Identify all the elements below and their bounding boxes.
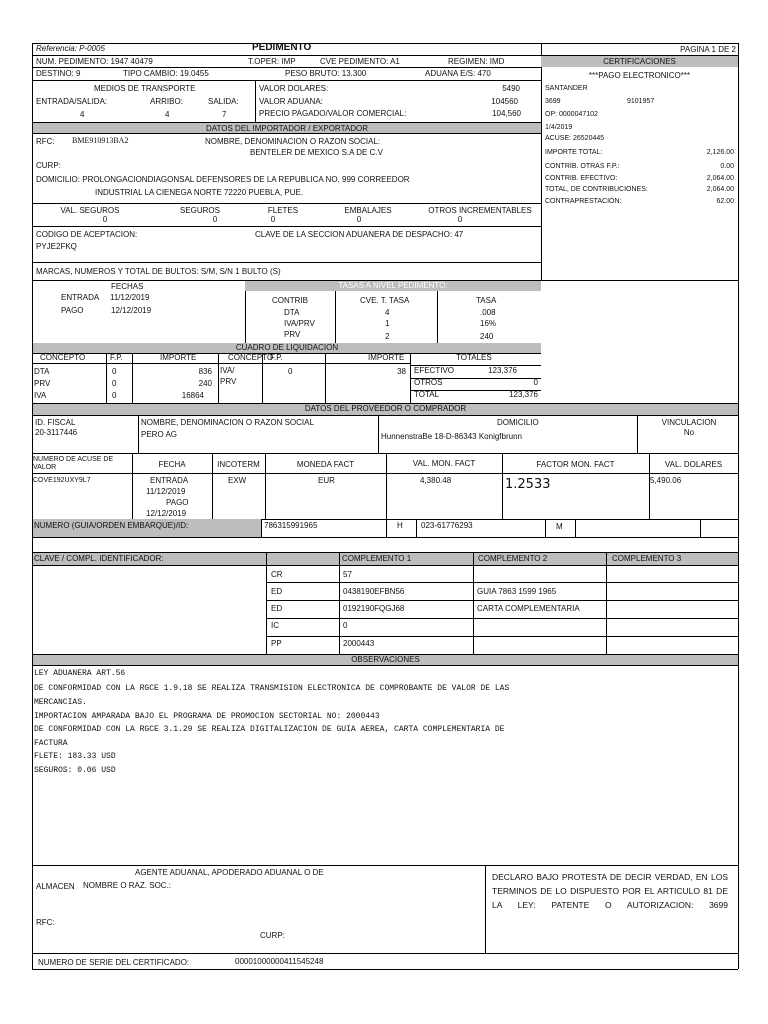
tasa-valor: .008 — [480, 308, 496, 317]
tasa-cve: 4 — [385, 308, 390, 317]
domicilio-proveedor-label: DOMICILIO — [497, 418, 539, 427]
entrada-salida-value: 4 — [80, 110, 85, 119]
incoterm: EXW — [228, 476, 247, 485]
guia-m: M — [556, 522, 563, 531]
valor-aduana: 104560 — [491, 97, 518, 106]
curp-agente-label: CURP: — [260, 931, 285, 940]
salida-label: SALIDA: — [208, 97, 239, 106]
cert-row-value: 2,126.00 — [706, 149, 734, 156]
observacion-line: FLETE: 183.33 USD — [34, 752, 116, 761]
nombre-proveedor-label: NOMBRE, DENOMINACION O RAZON SOCIAL — [141, 418, 314, 427]
liq-concepto: DTA — [34, 367, 50, 376]
moneda-factura: EUR — [318, 476, 335, 485]
observacion-line: SEGUROS: 0.06 USD — [34, 766, 116, 775]
liq-importe: 240 — [198, 379, 212, 388]
page-title: PEDIMENTO — [252, 42, 312, 53]
identificador-c2: GUIA 7863 1599 1965 — [477, 587, 557, 596]
cert-fecha: 1/4/2019 — [545, 124, 573, 131]
almacen-label: ALMACEN — [36, 882, 75, 891]
total-value: 123,376 — [488, 366, 517, 375]
destino: DESTINO: 9 — [36, 69, 81, 78]
cert-row-value: 62.00 — [716, 198, 734, 205]
liq-concepto: IVA/ — [220, 366, 235, 375]
identificador-clave: CR — [271, 570, 283, 579]
observacion-line: LEY ADUANERA ART.56 — [34, 669, 126, 678]
total-label: TOTAL — [414, 390, 440, 399]
cove: COVE192UXY9L7 — [33, 477, 91, 484]
rfc-label: RFC: — [36, 137, 55, 146]
liq-header-concepto: CONCEPTO — [228, 353, 274, 362]
cert-row-value: 2,064.00 — [706, 186, 734, 193]
fecha-header: FECHA — [158, 460, 186, 469]
tasas-header-cve: CVE. T. TASA — [360, 296, 410, 305]
codigo-aceptacion: PYJE2FKQ — [36, 242, 77, 251]
codigo-aceptacion-label: CODIGO DE ACEPTACION: — [36, 230, 138, 239]
transporte-title: MEDIOS DE TRANSPORTE — [94, 84, 196, 93]
tasa-contrib: IVA/PRV — [284, 319, 315, 328]
liq-header-fp: F.P. — [270, 353, 283, 362]
liq-header-concepto: CONCEPTO — [40, 353, 86, 362]
nombre-importador: BENTELER DE MEXICO S.A DE C.V — [250, 148, 383, 157]
curp-importador: CURP: — [36, 161, 61, 170]
val-mon-header: VAL. MON. FACT — [412, 459, 476, 468]
fecha-factura-pago: 12/12/2019 — [146, 509, 187, 518]
cert-row-label: IMPORTE TOTAL: — [545, 149, 603, 156]
entrada-salida-label: ENTRADA/SALIDA: — [36, 97, 108, 106]
identificador-c1: 0438190EFBN56 — [343, 587, 405, 596]
fecha-entrada: 11/12/2019 — [110, 293, 150, 302]
identificador-c2: CARTA COMPLEMENTARIA — [477, 604, 580, 613]
identificador-clave: ED — [271, 604, 283, 613]
banco: SANTANDER — [545, 85, 588, 92]
complemento2-header: COMPLEMENTO 2 — [478, 554, 548, 563]
complemento1-header: COMPLEMENTO 1 — [342, 554, 412, 563]
valor-dolares-label: VALOR DOLARES: — [259, 84, 329, 93]
tasa-cve: 2 — [385, 332, 390, 341]
cert-row-label: TOTAL, DE CONTRIBUCIONES: — [545, 186, 648, 193]
liq-importe: 38 — [397, 367, 406, 376]
factor-moneda: 1.2533 — [505, 477, 551, 492]
nombre-agente-label: NOMBRE O RAZ. SOC.: — [83, 881, 172, 890]
observaciones-title: OBSERVACIONES — [351, 655, 420, 664]
fletes-label: FLETES — [267, 206, 299, 215]
tasa-valor: 16% — [480, 319, 497, 328]
total-value: 0 — [533, 378, 538, 387]
referencia: Referencia: P-0005 — [36, 44, 105, 53]
tasas-header-tasa: TASA — [476, 296, 497, 305]
observacion-line: MERCANCIAS. — [34, 698, 87, 707]
tipo-operacion: T.OPER: IMP — [248, 57, 296, 66]
liq-importe: 836 — [198, 367, 212, 376]
liq-header-importe: IMPORTE — [368, 353, 405, 362]
fechas-title: FECHAS — [111, 282, 144, 291]
liq-concepto: IVA — [34, 391, 47, 400]
embalajes-label: EMBALAJES — [344, 206, 392, 215]
guia-numero: 786315991965 — [264, 521, 318, 530]
domicilio-proveedor: HunnenstraBe 18-D-86343 Konigfbrunn — [381, 432, 522, 441]
pago-electronico: ***PAGO ELECTRONICO*** — [588, 71, 691, 80]
observacion-line: DE CONFORMIDAD CON LA RGCE 1.9.18 SE REALIZA TRANSMISION ELECTRONICA DE COMPROBANTE DE VALOR DE LAS — [34, 684, 510, 693]
peso-bruto: PESO BRUTO: 13.300 — [285, 69, 367, 78]
regimen: REGIMEN: IMD — [448, 57, 505, 66]
incoterm-header: INCOTERM — [217, 460, 260, 469]
clave-seccion-aduanera: CLAVE DE LA SECCION ADUANERA DE DESPACHO: 47 — [255, 230, 464, 239]
certificaciones-title: CERTIFICACIONES — [603, 57, 676, 66]
num-pedimento: NUM. PEDIMENTO: 1947 40479 — [36, 57, 153, 66]
vinculacion-label: VINCULACION — [661, 418, 717, 427]
importador-title: DATOS DEL IMPORTADOR / EXPORTADOR — [206, 124, 368, 133]
liq-concepto: PRV — [220, 377, 237, 386]
cert-row-value: 0.00 — [720, 163, 734, 170]
domicilio-importador-2: INDUSTRIAL LA CIENEGA NORTE 72220 PUEBLA, PUE. — [95, 188, 304, 197]
tasa-valor: 240 — [480, 332, 494, 341]
fecha-entrada-label: ENTRADA — [61, 293, 100, 302]
tipo-cambio: TIPO CAMBIO: 19.0455 — [123, 69, 209, 78]
identificador-title: CLAVE / COMPL. IDENTIFICADOR: — [34, 554, 164, 563]
moneda-header: MONEDA FACT — [296, 460, 355, 469]
liq-fp: 0 — [112, 367, 117, 376]
precio-pagado-label: PRECIO PAGADO/VALOR COMERCIAL: — [259, 109, 407, 118]
factor-header: FACTOR MON. FACT — [536, 460, 615, 469]
guia-numero-2: 023-61776293 — [421, 521, 473, 530]
cert-row-label: CONTRIB. EFECTIVO: — [545, 175, 618, 182]
otros-incrementables: 0 — [457, 215, 463, 224]
fecha-factura-pago-label: PAGO — [166, 498, 189, 507]
rfc-agente-label: RFC: — [36, 918, 55, 927]
identificador-c1: 0 — [343, 621, 348, 630]
liq-header-fp: F.P. — [110, 353, 123, 362]
tasa-contrib: DTA — [284, 308, 300, 317]
identificador-c1: 0192190FQGJ68 — [343, 604, 405, 613]
observacion-line: FACTURA — [34, 739, 68, 748]
observacion-line: DE CONFORMIDAD CON LA RGCE 3.1.29 SE REALIZA DIGITALIZACION DE GUIA AEREA, CARTA COMPLEMENTARIA DE — [34, 725, 505, 734]
liq-fp: 0 — [288, 367, 293, 376]
total-label: OTROS — [414, 378, 443, 387]
fecha-pago-label: PAGO — [61, 306, 84, 315]
guia-h: H — [397, 521, 403, 530]
marcas-bultos: MARCAS, NUMEROS Y TOTAL DE BULTOS: S/M, S/N 1 BULTO (S) — [36, 267, 281, 276]
fecha-factura-entrada-label: ENTRADA — [150, 476, 189, 485]
observacion-line: IMPORTACION AMPARADA BAJO EL PROGRAMA DE PROMOCION SECTORIAL NO: 2000443 — [34, 712, 380, 721]
cert-row-label: CONTRAPRESTACIÓN: — [545, 198, 622, 205]
domicilio-importador: DOMICILIO: PROLONGACIONDIAGONSAL DEFENSORES DE LA REPUBLICA NO. 999 CORREEDOR — [36, 175, 410, 184]
nombre-importador-label: NOMBRE, DENOMINACION O RAZON SOCIAL: — [205, 137, 381, 146]
operacion: OP: 0000047102 — [545, 111, 598, 118]
precio-pagado: 104,560 — [492, 109, 521, 118]
liq-importe: 16864 — [181, 391, 204, 400]
fletes: 0 — [270, 215, 276, 224]
liq-fp: 0 — [112, 379, 117, 388]
salida-value: 7 — [222, 110, 227, 119]
cert-num2: 9101957 — [627, 98, 655, 105]
liq-header-importe: IMPORTE — [160, 353, 197, 362]
vinculacion: No — [683, 428, 695, 437]
numero-serie-label: NUMERO DE SERIE DEL CERTIFICADO: — [38, 958, 190, 967]
seguros-label: SEGUROS — [179, 206, 220, 215]
rfc-importador: BME910913BA2 — [72, 136, 129, 145]
numero-serie: 00001000000411545248 — [235, 957, 324, 966]
embalajes: 0 — [356, 215, 362, 224]
otros-incrementables-label: OTROS INCREMENTABLES — [428, 206, 532, 215]
identificador-c1: 2000443 — [343, 639, 375, 648]
valor-moneda-factura: 4,380.48 — [420, 476, 452, 485]
cert-row-label: CONTRIB. OTRAS F.P.: — [545, 163, 620, 170]
identificador-clave: IC — [271, 621, 279, 630]
aduana-es: ADUANA E/S: 470 — [425, 69, 491, 78]
guia-label: NUMERO (GUIA/ORDEN EMBARQUE)/ID: — [34, 521, 189, 530]
fecha-pago: 12/12/2019 — [111, 306, 152, 315]
liq-header-totales: TOTALES — [456, 353, 492, 362]
liquidacion-title: CUADRO DE LIQUIDACION — [235, 343, 339, 352]
seguros: 0 — [212, 215, 218, 224]
valor-dolares: 5490 — [502, 84, 520, 93]
tasa-contrib: PRV — [284, 330, 301, 339]
cert-num1: 3699 — [545, 98, 561, 105]
valor-dolares-factura: 5,490.06 — [650, 476, 682, 485]
val-dolares-header: VAL. DOLARES — [664, 460, 723, 469]
identificador-clave: ED — [271, 587, 283, 596]
id-fiscal: 20-3117446 — [35, 428, 78, 437]
liq-concepto: PRV — [34, 379, 51, 388]
proveedor-title: DATOS DEL PROVEEDOR O COMPRADOR — [304, 404, 467, 413]
total-value: 123,376 — [509, 390, 538, 399]
tasas-title: TASAS A NIVEL PEDIMENTO: — [338, 281, 448, 290]
total-label: EFECTIVO — [414, 366, 455, 375]
agente-title: AGENTE ADUANAL, APODERADO ADUANAL O DE — [135, 868, 324, 877]
valor-aduana-label: VALOR ADUANA: — [259, 97, 323, 106]
declaracion-protesta: DECLARO BAJO PROTESTA DE DECIR VERDAD, EN LOS TERMINOS DE LO DISPUESTO POR EL ARTICULO 81 DE LA LEY: PATENTE O AUTORIZACION: 3699 — [492, 872, 728, 910]
arribo-value: 4 — [165, 110, 170, 119]
val-seguros: 0 — [102, 215, 108, 224]
id-fiscal-label: ID. FISCAL — [35, 418, 76, 427]
tasa-cve: 1 — [385, 319, 390, 328]
nombre-proveedor: PERO AG — [141, 430, 178, 439]
acuse-valor-header: NUMERO DE ACUSE DE VALOR — [33, 456, 114, 471]
acuse: ACUSE: 26520445 — [545, 135, 605, 142]
liq-fp: 0 — [112, 391, 117, 400]
val-seguros-label: VAL. SEGUROS — [60, 206, 120, 215]
page-number: PAGINA 1 DE 2 — [680, 45, 736, 54]
clave-pedimento: CVE PEDIMENTO: A1 — [320, 57, 400, 66]
cert-row-value: 2,064.00 — [706, 175, 734, 182]
identificador-c1: 57 — [343, 570, 352, 579]
arribo-label: ARRIBO: — [150, 97, 183, 106]
identificador-clave: PP — [271, 639, 282, 648]
complemento3-header: COMPLEMENTO 3 — [612, 554, 682, 563]
tasas-header-contrib: CONTRIB — [272, 296, 308, 305]
fecha-factura-entrada: 11/12/2019 — [146, 487, 186, 496]
